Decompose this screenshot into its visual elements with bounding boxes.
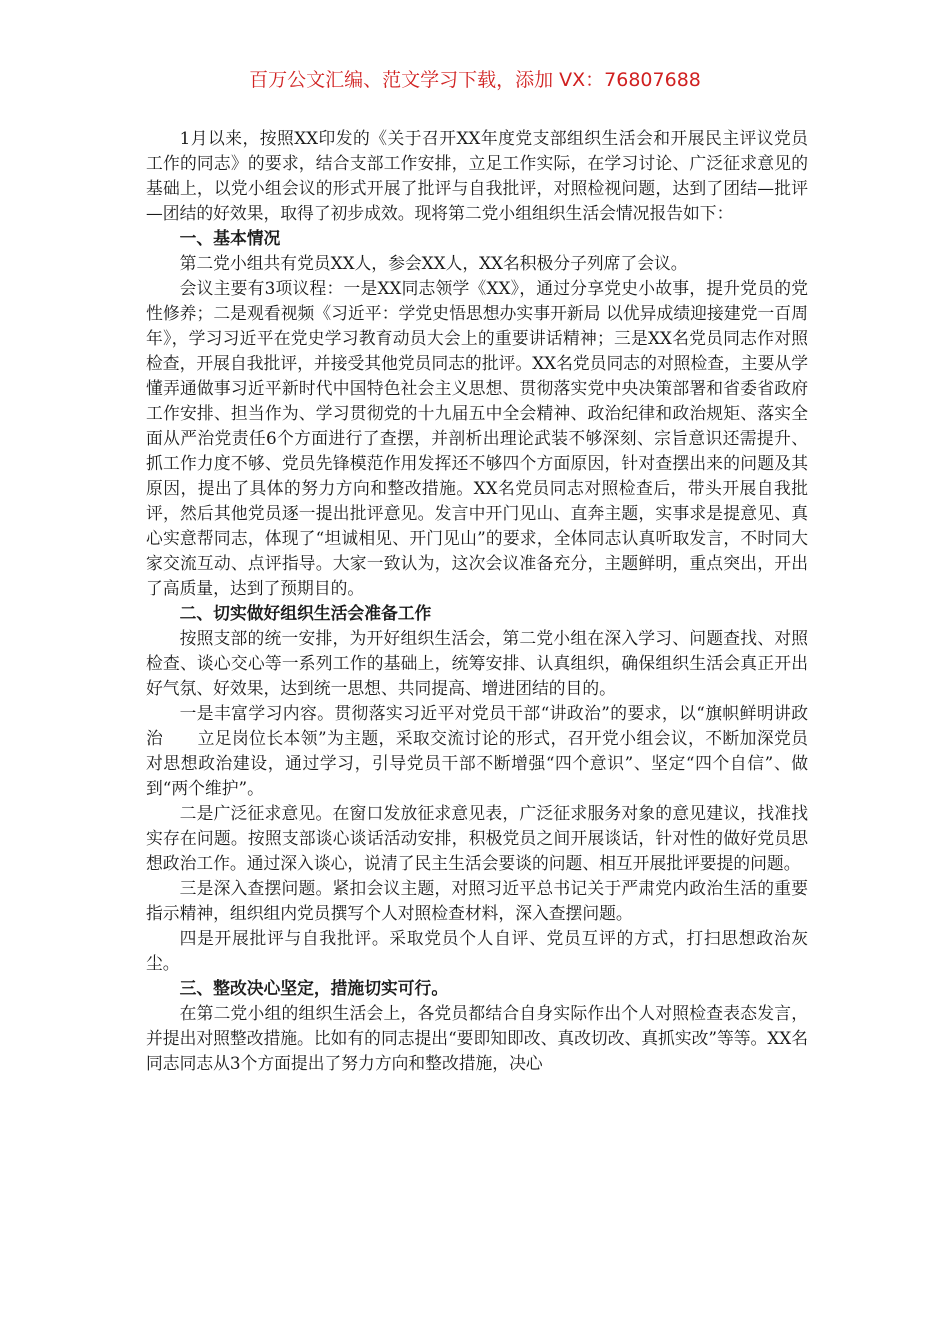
section2-paragraph-2: 一是丰富学习内容。贯彻落实习近平对党员干部“讲政治”的要求，以“旗帜鲜明讲政治 立足岗位长本领”为主题，采取交流讨论的形式，召开党小组会议，不断加深党员对思想政治建设，通过学习，引导党员干部不断增强“四个意识”、坚定“四个自信”、做到“两个维护”。 bbox=[146, 703, 808, 798]
section2-paragraph-3: 二是广泛征求意见。在窗口发放征求意见表，广泛征求服务对象的意见建议，找准找实存在问题。按照支部谈心谈话活动安排，积极党员之间开展谈话，针对性的做好党员思想政治工作。通过深入谈心，说清了民主生活会要谈的问题、相互开展批评要提的问题。 bbox=[146, 803, 808, 873]
section-heading-2: 二、切实做好组织生活会准备工作 bbox=[179, 603, 432, 623]
section-heading-3: 三、整改决心坚定，措施切实可行。 bbox=[179, 978, 449, 998]
section-heading-1: 一、基本情况 bbox=[179, 228, 281, 248]
watermark-banner: 百万公文汇编、范文学习下载，添加 VX：76807688 bbox=[249, 69, 701, 91]
section3-paragraph-1: 在第二党小组的组织生活会上，各党员都结合自身实际作出个人对照检查表态发言，并提出对照整改措施。比如有的同志提出“要即知即改、真改切改、真抓实改”等等。XX名同志同志从3个方面提出了努力方向和整改措施，决心 bbox=[146, 1003, 808, 1073]
section2-paragraph-5: 四是开展批评与自我批评。采取党员个人自评、党员互评的方式，打扫思想政治灰尘。 bbox=[146, 928, 808, 973]
section2-paragraph-4: 三是深入查摆问题。紧扣会议主题，对照习近平总书记关于严肃党内政治生活的重要指示精神，组织组内党员撰写个人对照检查材料，深入查摆问题。 bbox=[146, 878, 808, 923]
section1-paragraph-1: 第二党小组共有党员XX人，参会XX人，XX名积极分子列席了会议。 bbox=[179, 253, 688, 273]
section2-paragraph-1: 按照支部的统一安排，为开好组织生活会，第二党小组在深入学习、问题查找、对照检查、谈心交心等一系列工作的基础上，统筹安排、认真组织，确保组织生活会真正开出好气氛、好效果，达到统一思想、共同提高、增进团结的目的。 bbox=[146, 628, 808, 698]
section1-paragraph-2: 会议主要有3项议程：一是XX同志领学《XX》，通过分享党史小故事，提升党员的党性修养；二是观看视频《习近平：学党史悟思想办实事开新局 以优异成绩迎接建党一百周年》，学习习近平在党史学习教育动员大会上的重要讲话精神；三是XX名党员同志作对照检查，开展自我批评，并接受其他党员同志的批评。XX名党员同志的对照检查，主要从学懂弄通做事习近平新时代中国特色社会主义思想、贯彻落实党中央决策部署和省委省政府工作安排、担当作为、学习贯彻党的十九届五中全会精神、政治纪律和政治规矩、落实全面从严治党责任6个方面进行了查摆，并剖析出理论武装不够深刻、宗旨意识还需提升、抓工作力度不够、党员先锋模范作用发挥还不够四个方面原因，针对查摆出来的问题及其原因，提出了具体的努力方向和整改措施。XX名党员同志对照检查后，带头开展自我批评，然后其他党员逐一提出批评意见。发言中开门见山、直奔主题，实事求是提意见、真心实意帮同志，体现了“坦诚相见、开门见山”的要求，全体同志认真听取发言，不时同大家交流互动、点评指导。大家一致认为，这次会议准备充分，主题鲜明，重点突出，开出了高质量，达到了预期目的。 bbox=[146, 278, 808, 598]
report-body bbox=[146, 126, 808, 1076]
intro-paragraph: 1月以来，按照XX印发的《关于召开XX年度党支部组织生活会和开展民主评议党员工作的同志》的要求，结合支部工作安排，立足工作实际，在学习讨论、广泛征求意见的基础上，以党小组会议的形式开展了批评与自我批评，对照检视问题，达到了团结—批评—团结的好效果，取得了初步成效。现将第二党小组组织生活会情况报告如下： bbox=[146, 128, 808, 223]
